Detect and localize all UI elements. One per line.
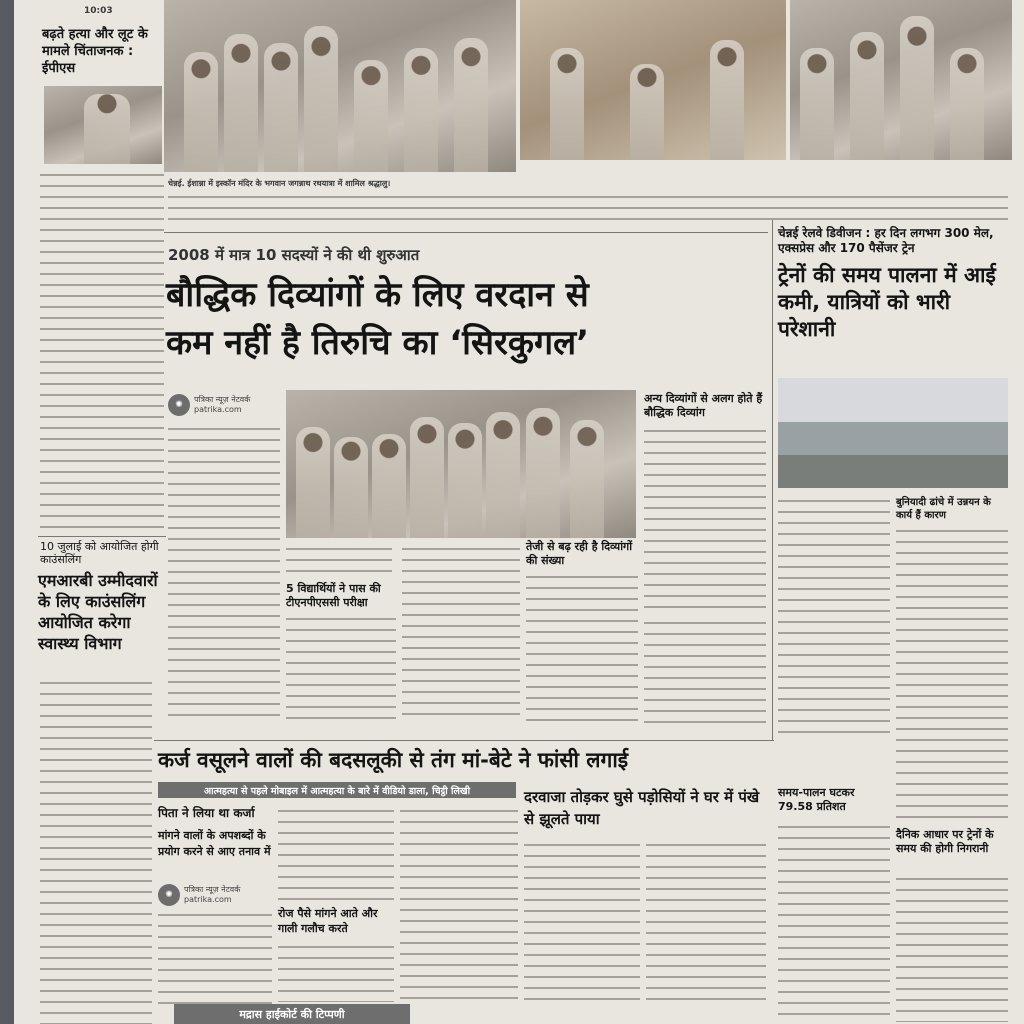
- right-kicker: चेन्नई रेलवे डिवीजन : हर दिन लगभग 300 मेल, एक्सप्रेस और 170 पैसेंजर ट्रेन: [778, 226, 994, 255]
- rathyatra-photo-3: [790, 0, 1012, 160]
- right-subhead1: बुनियादी ढांचे में उन्नयन के कार्य हैं कारण: [896, 497, 991, 521]
- bottom-byline-site: patrika.com: [184, 895, 232, 904]
- subhead-growth: तेजी से बढ़ रही है दिव्यांगों की संख्या: [526, 540, 633, 567]
- right-text-col1: [778, 496, 890, 734]
- top-left-headline: बढ़ते हत्या और लूट के मामले चिंताजनक : ईपीएस: [42, 27, 148, 76]
- main-headline-line2: कम नहीं है तिरुचि का ‘सिरकुगल’: [166, 323, 590, 363]
- bottom-text-col1: [158, 910, 272, 1010]
- left-headline: एमआरबी उम्मीदवारों के लिए काउंसलिंग आयोजित करेगा स्वास्थ्य विभाग: [38, 571, 158, 653]
- right-text-col2: [896, 526, 1008, 822]
- byline-name: पत्रिका न्यूज़ नेटवर्क: [194, 395, 251, 404]
- right-headline: ट्रेनों की समय पालना में आई कमी, यात्रियों को भारी परेशानी: [778, 263, 996, 341]
- sidebar-text: [644, 426, 766, 612]
- sirukugal-group-photo: [286, 390, 636, 538]
- rathyatra-photo-2: [520, 0, 786, 160]
- byline-site: patrika.com: [194, 405, 242, 414]
- main-byline: [168, 394, 282, 416]
- patrika-logo-icon: ✺: [168, 394, 190, 416]
- portrait-photo: [44, 86, 162, 164]
- bottom-subhead1: पिता ने लिया था कर्जा: [158, 806, 255, 820]
- right-text-col3: [778, 822, 890, 1022]
- left-kicker: 10 जुलाई को आयोजित होगी काउंसलिंग: [40, 540, 159, 566]
- bottom-side-text-col2: [646, 840, 766, 1008]
- bottom-text-col3: [400, 806, 518, 1002]
- bottom-byline: [158, 884, 272, 906]
- photo-caption: चेन्नई. ईशान्ना में इस्कॉन मंदिर के भगवान जगन्नाथ रथयात्रा में शामिल श्रद्धालु।: [168, 179, 391, 188]
- bottom-text-col2: [278, 806, 394, 902]
- bottom-headline: कर्ज वसूलने वालों की बदसलूकी से तंग मां-बेटे ने फांसी लगाई: [158, 748, 629, 772]
- main-story-text-col5: [644, 618, 766, 724]
- right-subhead3: दैनिक आधार पर ट्रेनों के समय की होगी निगरानी: [896, 828, 994, 855]
- main-story-text-col4: [526, 572, 638, 724]
- main-headline-line1: बौद्धिक दिव्यांगों के लिए वरदान से: [166, 275, 589, 315]
- bottom-banner: आत्महत्या से पहले मोबाइल में आत्महत्या के बारे में वीडियो डाला, चिट्ठी लिखी: [158, 782, 516, 798]
- right-text-col4: [896, 874, 1008, 1022]
- main-story-text-col1: [168, 424, 280, 720]
- photo-caption-continued: [168, 192, 1008, 222]
- bottom-side-headline: दरवाजा तोड़कर घुसे पड़ोसियों ने घर में पंखे से झूलते पाया: [524, 788, 760, 828]
- footer-banner: मद्रास हाईकोर्ट की टिप्पणी: [174, 1004, 410, 1024]
- railway-station-photo: [778, 378, 1008, 488]
- left-column-text: [40, 170, 164, 530]
- left-story-text: [40, 678, 152, 1024]
- main-story-text-col2b: [286, 614, 396, 724]
- rathyatra-photo-1: [164, 0, 516, 172]
- bottom-byline-name: पत्रिका न्यूज़ नेटवर्क: [184, 885, 241, 894]
- main-story-text-col2: [286, 544, 392, 578]
- right-subhead2: समय-पालन घटकर 79.58 प्रतिशत: [778, 786, 855, 813]
- bottom-text-col2b: [278, 942, 394, 1002]
- main-story-text-col3: [402, 544, 520, 724]
- bottom-subhead3: रोज पैसे मांगने आते और गाली गलौच करते: [278, 907, 378, 935]
- patrika-logo-icon: ✺: [158, 884, 180, 906]
- bottom-subhead2: मांगने वालों के अपशब्दों के प्रयोग करने से आए तनाव में: [158, 829, 271, 858]
- bottom-side-text-col1: [524, 840, 640, 1008]
- main-kicker: 2008 में मात्र 10 सदस्यों ने की थी शुरुआत: [168, 246, 420, 264]
- newspaper-page: [14, 0, 1024, 1024]
- sidebar-heading: अन्य दिव्यांगों से अलग होते हैं बौद्धिक दिव्यांग: [644, 392, 763, 419]
- masthead-info: 10:03: [84, 6, 113, 16]
- subhead-exam: 5 विद्यार्थियों ने पास की टीएनपीएससी परीक्षा: [286, 582, 381, 609]
